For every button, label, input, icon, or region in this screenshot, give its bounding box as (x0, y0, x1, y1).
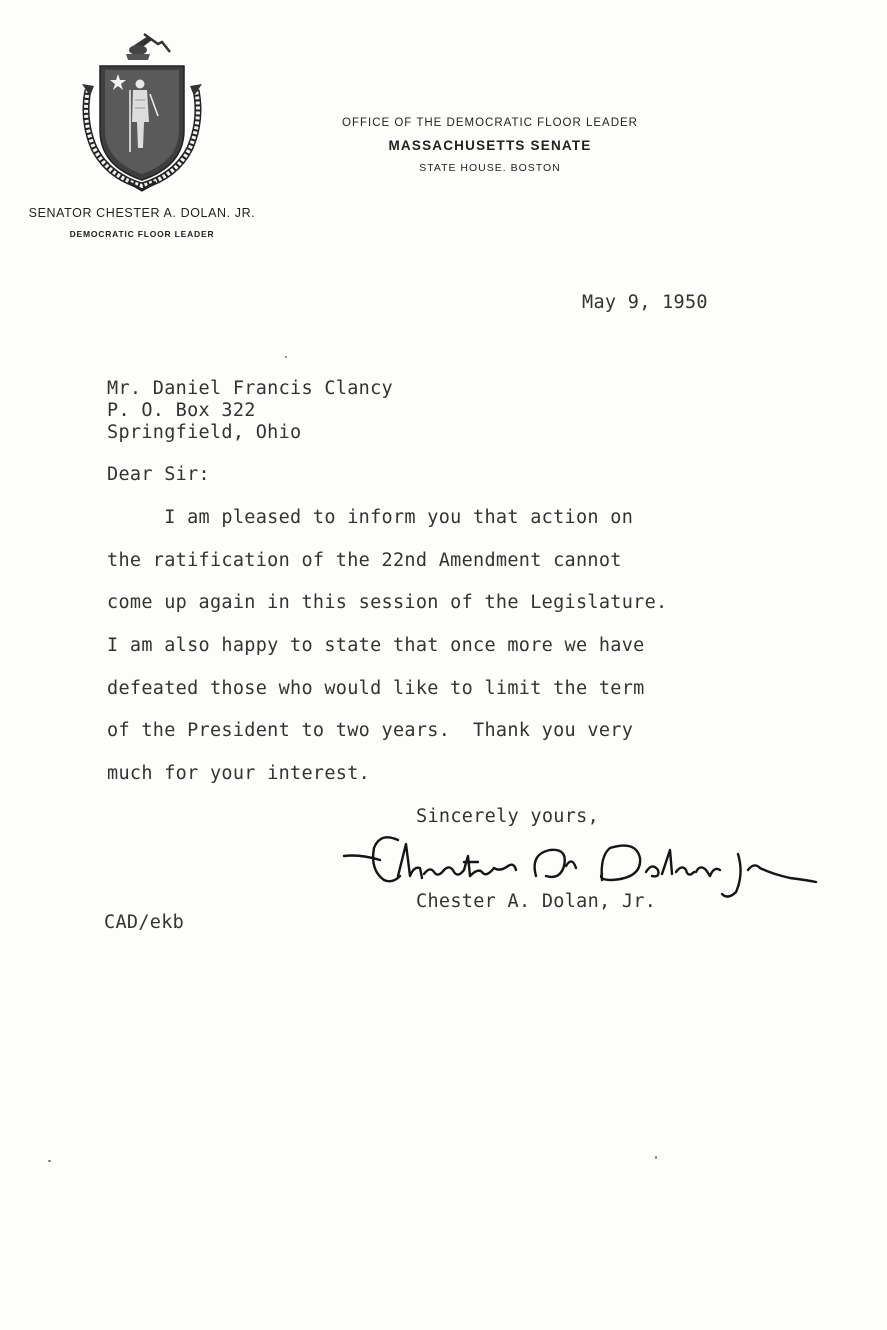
body-name: MASSACHUSETTS SENATE (388, 138, 592, 153)
recipient-line: Springfield, Ohio (107, 422, 302, 443)
closing: Sincerely yours, (416, 806, 600, 827)
recipient-line: Mr. Daniel Francis Clancy (107, 378, 393, 399)
body-line: the ratification of the 22nd Amendment cannot (107, 550, 622, 571)
body-line: of the President to two years. Thank you very (107, 720, 634, 741)
office-address: STATE HOUSE. BOSTON (419, 162, 561, 174)
typed-name: Chester A. Dolan, Jr. (416, 891, 657, 912)
salutation: Dear Sir: (107, 464, 210, 485)
body-line: I am pleased to inform you that action on (107, 507, 634, 528)
paper-speck (48, 1160, 51, 1162)
paper-speck (285, 356, 287, 358)
paper-speck (655, 1156, 657, 1159)
letter-date: May 9, 1950 (582, 292, 708, 313)
senator-title: DEMOCRATIC FLOOR LEADER (69, 229, 215, 239)
body-line: defeated those who would like to limit the term (107, 678, 645, 699)
senator-name: SENATOR CHESTER A. DOLAN. JR. (28, 206, 256, 220)
recipient-line: P. O. Box 322 (107, 400, 256, 421)
reference-initials: CAD/ekb (104, 912, 185, 933)
body-line: much for your interest. (107, 763, 371, 784)
body-line: I am also happy to state that once more we have (107, 635, 645, 656)
office-line: OFFICE OF THE DEMOCRATIC FLOOR LEADER (342, 117, 638, 129)
body-line: come up again in this session of the Legislature. (107, 592, 668, 613)
massachusetts-seal-icon (78, 30, 210, 192)
